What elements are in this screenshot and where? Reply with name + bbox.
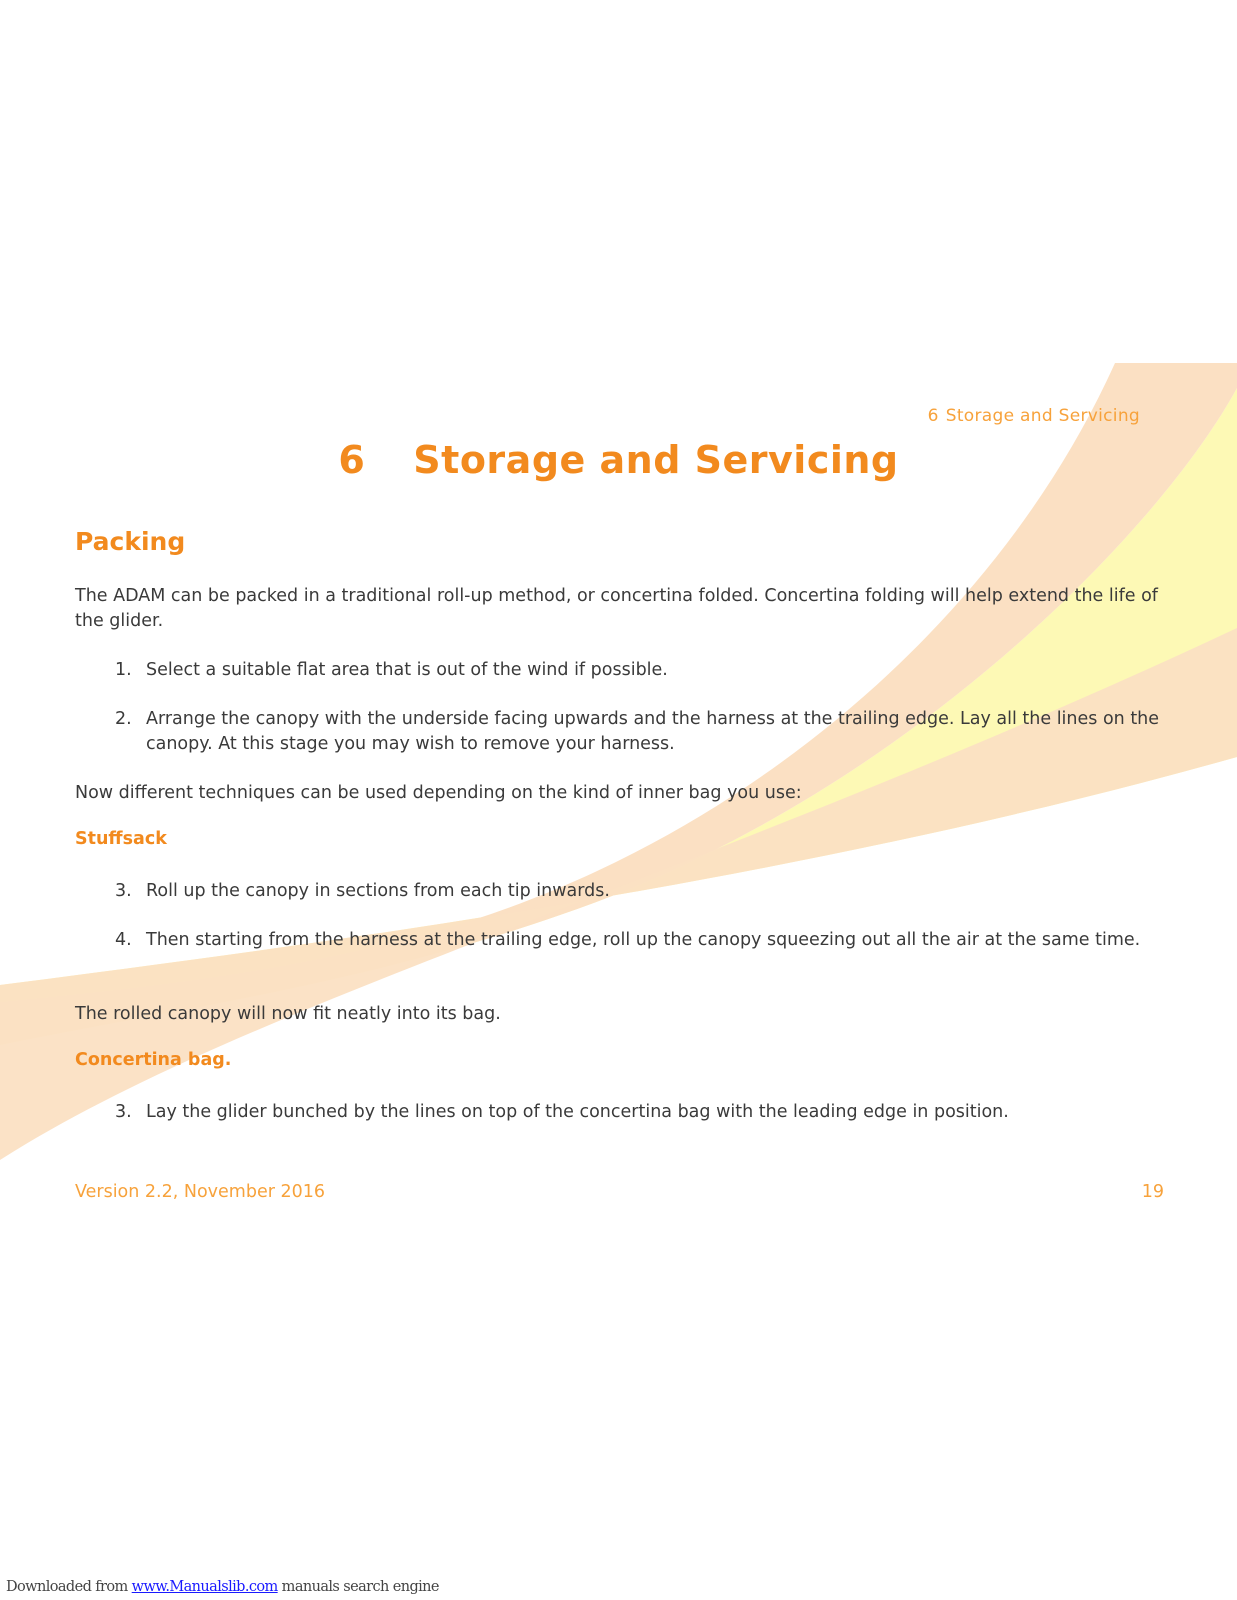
running-header bbox=[928, 406, 1140, 426]
stuffsack-conclusion-paragraph: The rolled canopy will now fit neatly into its bag. bbox=[75, 1004, 501, 1024]
list-marker: 1. bbox=[115, 660, 132, 680]
list-marker: 3. bbox=[115, 1102, 132, 1122]
chapter-title-text: Storage and Servicing bbox=[413, 438, 899, 482]
list-marker: 3. bbox=[115, 881, 132, 901]
subheading-stuffsack: Stuffsack bbox=[75, 829, 167, 849]
list-item-stuffsack-step-4 bbox=[115, 928, 1175, 953]
footer-page-number: 19 bbox=[1141, 1182, 1164, 1202]
list-item-text: Select a suitable flat area that is out of the wind if possible. bbox=[146, 660, 668, 680]
subheading-concertina-bag: Concertina bag. bbox=[75, 1050, 232, 1070]
list-marker: 4. bbox=[115, 930, 132, 950]
list-item-text: Roll up the canopy in sections from each tip inwards. bbox=[146, 881, 610, 901]
download-attribution bbox=[6, 1579, 439, 1595]
download-prefix: Downloaded from bbox=[6, 1579, 132, 1595]
list-item-step-1 bbox=[115, 658, 1175, 683]
list-item-text: Arrange the canopy with the underside facing upwards and the harness at the trailing edge. Lay all the lines on the canopy. At this stage you may wish to remove your harness. bbox=[146, 709, 1160, 754]
list-item-stuffsack-step-3 bbox=[115, 879, 1175, 904]
list-item-text: Then starting from the harness at the trailing edge, roll up the canopy squeezing out all the air at the same time. bbox=[146, 930, 1141, 950]
list-item-concertina-step-3 bbox=[115, 1100, 1175, 1125]
running-header-number: 6 bbox=[927, 406, 939, 426]
download-suffix: manuals search engine bbox=[277, 1579, 439, 1595]
techniques-intro-paragraph: Now different techniques can be used depending on the kind of inner bag you use: bbox=[75, 783, 802, 803]
section-heading-packing: Packing bbox=[75, 527, 186, 556]
footer-version: Version 2.2, November 2016 bbox=[75, 1182, 326, 1202]
manualslib-link[interactable]: www.Manualslib.com bbox=[131, 1579, 278, 1595]
list-item-text: Lay the glider bunched by the lines on top of the concertina bag with the leading edge in position. bbox=[146, 1102, 1009, 1122]
chapter-number: 6 bbox=[338, 438, 366, 482]
intro-paragraph: The ADAM can be packed in a traditional roll-up method, or concertina folded. Concertina folding will help extend the life of the glider. bbox=[75, 586, 1158, 631]
list-item-step-2 bbox=[115, 707, 1175, 757]
list-marker: 2. bbox=[115, 709, 132, 729]
chapter-title bbox=[0, 438, 1237, 482]
running-header-title: Storage and Servicing bbox=[945, 406, 1140, 426]
